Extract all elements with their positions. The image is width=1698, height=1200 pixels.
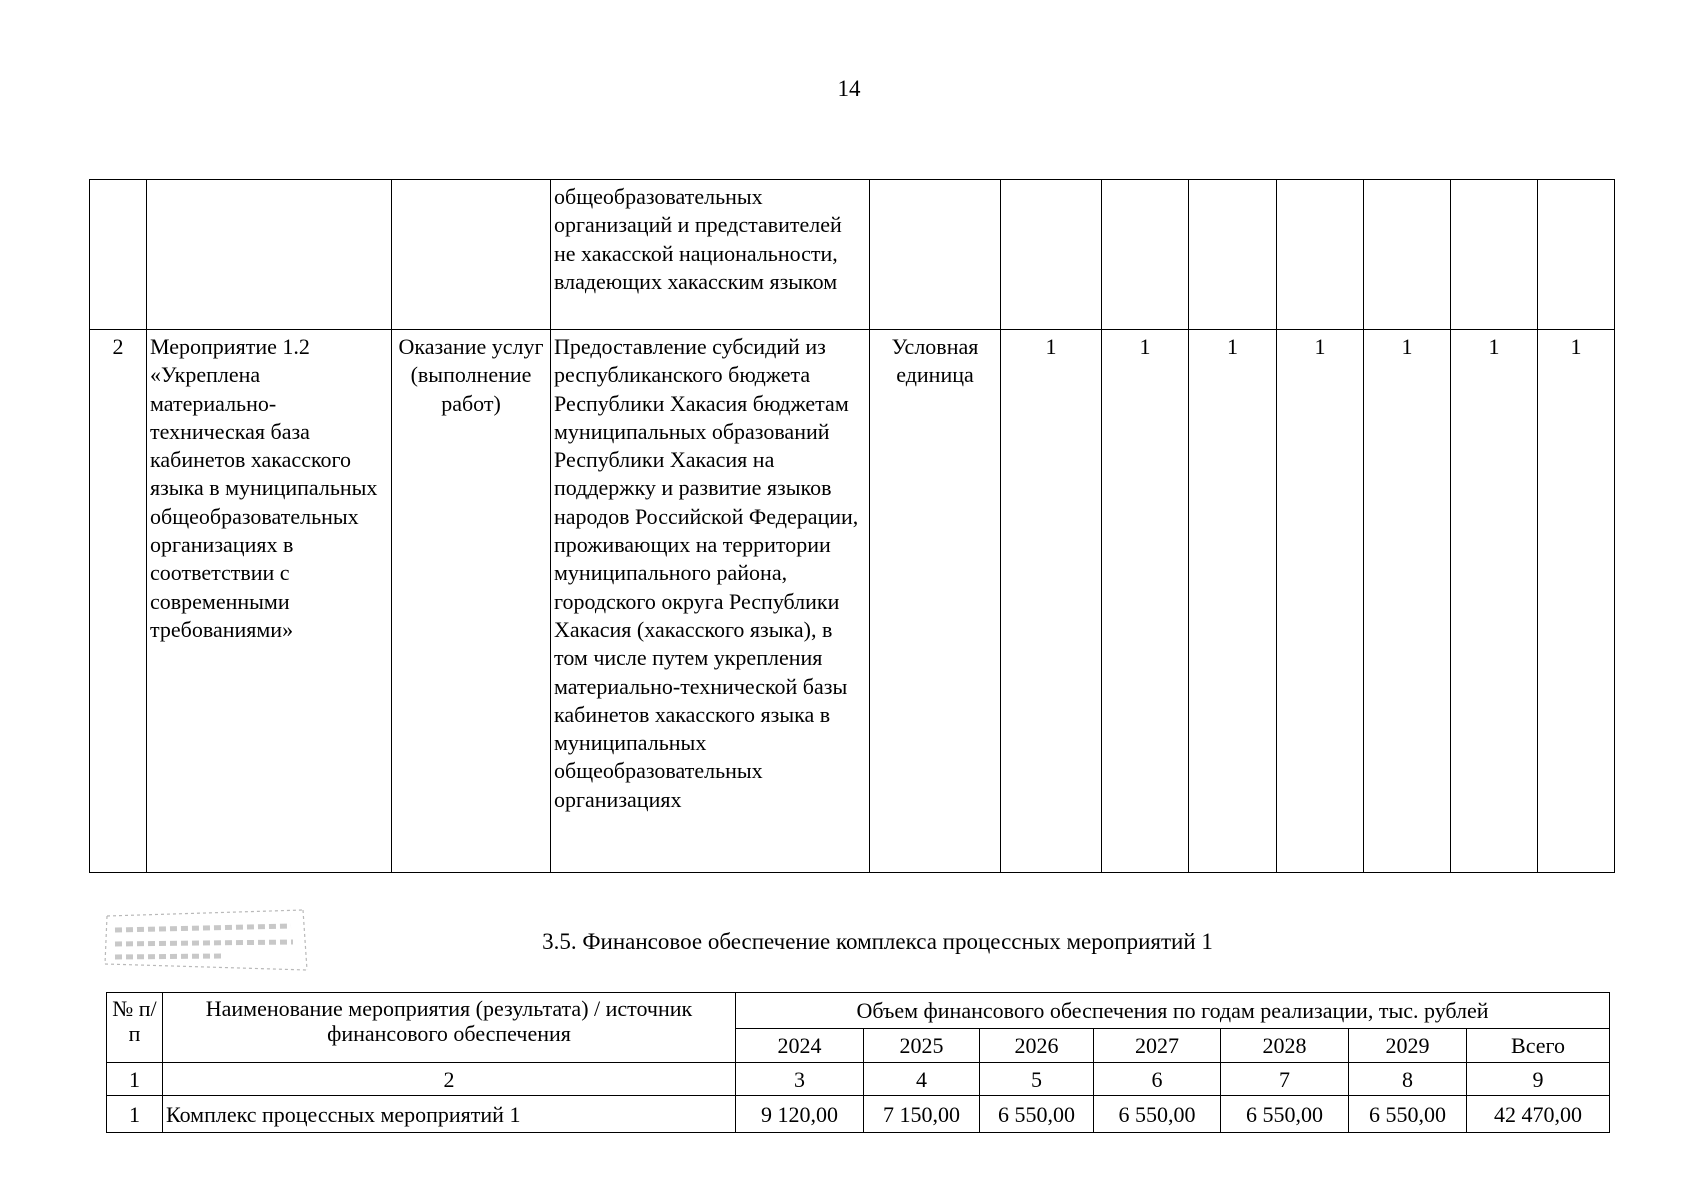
header-name: Наименование мероприятия (результата) / источник финансового обеспечения [163,993,736,1063]
row-number: 2 [90,330,147,873]
row-number: 1 [107,1096,163,1133]
activities-table [89,179,1615,873]
cell-empty [1189,180,1277,330]
indicator-value: 1 [1001,330,1102,873]
measurement-unit: Условная единица [870,330,1001,873]
amount-cell: 6 550,00 [1221,1096,1349,1133]
column-index: 6 [1094,1063,1221,1096]
cell-empty [1364,180,1451,330]
cell-empty [147,180,392,330]
cell-empty [870,180,1001,330]
amount-cell: 6 550,00 [980,1096,1094,1133]
column-index: 5 [980,1063,1094,1096]
table-row [107,1096,1610,1133]
column-index: 7 [1221,1063,1349,1096]
row-name: Комплекс процессных мероприятий 1 [163,1096,736,1133]
activity-type: Оказание услуг (выполнение работ) [392,330,551,873]
amount-cell: 6 550,00 [1094,1096,1221,1133]
amount-cell: 7 150,00 [864,1096,980,1133]
cell-empty [1277,180,1364,330]
activity-name: Мероприятие 1.2 «Укреплена материально-техническая база кабинетов хакасского языка в муниципальных общеобразовательных организациях в соответствии с современными требованиями» [147,330,392,873]
column-index-row [107,1063,1610,1096]
page-number: 14 [837,76,861,101]
indicator-value: 1 [1102,330,1189,873]
header-year: 2029 [1349,1029,1467,1063]
cell-empty [1102,180,1189,330]
indicator-value: 1 [1277,330,1364,873]
cell-empty [90,180,147,330]
column-index: 9 [1467,1063,1610,1096]
amount-cell: 6 550,00 [1349,1096,1467,1133]
section-title: 3.5. Финансовое обеспечение комплекса процессных мероприятий 1 [542,929,1213,954]
indicator-value: 1 [1538,330,1615,873]
cell-empty [1001,180,1102,330]
cell-empty [1451,180,1538,330]
total-amount-cell: 42 470,00 [1467,1096,1610,1133]
header-year: 2028 [1221,1029,1349,1063]
column-index: 4 [864,1063,980,1096]
column-index: 8 [1349,1063,1467,1096]
continuation-row [90,180,1615,330]
activity-description: Предоставление субсидий из республиканского бюджета Республики Хакасия бюджетам муниципальных образований Республики Хакасия на поддержку и развитие языков народов Российской Федерации, проживающих на территории муниципального района, городского округа Республики Хакасия (хакасского языка), в том числе путем укрепления материально-технической базы кабинетов хакасского языка в муниципальных общеобразовательных организациях [551,330,870,873]
finance-table [106,992,1610,1133]
header-year: 2026 [980,1029,1094,1063]
indicator-value: 1 [1189,330,1277,873]
header-year: 2027 [1094,1029,1221,1063]
header-year: 2025 [864,1029,980,1063]
cell-empty [392,180,551,330]
indicator-value: 1 [1451,330,1538,873]
continuation-description: общеобразовательных организаций и представителей не хакасской национальности, владеющих хакасским языком [551,180,870,330]
header-volume: Объем финансового обеспечения по годам реализации, тыс. рублей [736,993,1610,1029]
cell-empty [1538,180,1615,330]
activity-row [90,330,1615,873]
header-year: 2024 [736,1029,864,1063]
header-number: № п/п [107,993,163,1063]
amount-cell: 9 120,00 [736,1096,864,1133]
column-index: 1 [107,1063,163,1096]
column-index: 3 [736,1063,864,1096]
column-index: 2 [163,1063,736,1096]
indicator-value: 1 [1364,330,1451,873]
header-total: Всего [1467,1029,1610,1063]
